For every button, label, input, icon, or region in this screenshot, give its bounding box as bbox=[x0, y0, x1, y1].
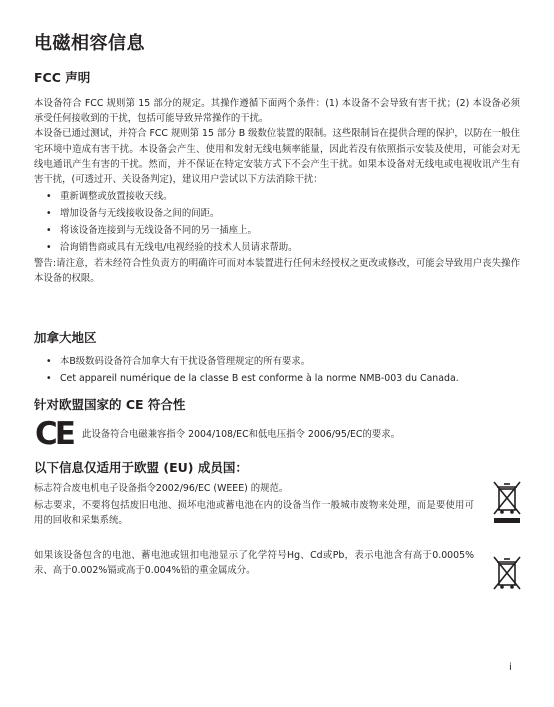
page-title: 电磁相容信息 bbox=[34, 33, 145, 54]
eu-paragraph-2: 标志要求，不要将包括废旧电池、损坏电池或蓄电池在内的设备当作一般城市废物来处理，而是要使用可用的回收和采集系统。 bbox=[34, 500, 474, 527]
list-item: • 本B级数码设备符合加拿大有干扰设备管理规定的所有要求。 bbox=[46, 356, 311, 367]
fcc-warning: 警告:请注意，若未经符合性负责方的明确许可而对本装置进行任何未经授权之更改或修改，可能会导致用户丧失操作本设备的权限。 bbox=[34, 258, 520, 285]
list-item: • 将该设备连接到与无线设备不同的另一插座上。 bbox=[46, 225, 257, 237]
ce-mark-icon bbox=[34, 418, 74, 448]
canada-heading: 加拿大地区 bbox=[34, 330, 97, 345]
fcc-section bbox=[34, 70, 520, 287]
fcc-paragraph-2: 本设备已通过测试，并符合 FCC 规则第 15 部分 B 级数位装置的限制。这些限制旨在提供合理的保护，以防在一般住宅环境中造成有害干扰。本设备会产生、使用和发射无线电频率能量，因此若没有依照指示安装及使用，可能会对无线电通讯产生有害的干扰。然而，并不保证在特定安装方式下不会产生干扰。如果本设备对无线电或电视收讯产生有害干扰，(可透过开、关设备判定)，建议用户尝试以下方法消除干扰： bbox=[34, 128, 520, 186]
ce-statement: 此设备符合电磁兼容指令 2004/108/EC和低电压指令 2006/95/EC的要求。 bbox=[82, 429, 400, 440]
eu-battery-paragraph: 如果该设备包含的电池、蓄电池或钮扣电池显示了化学符号Hg、Cd或Pb，表示电池含有高于0.0005%汞、高于0.002%镉或高于0.004%铅的重金属成分。 bbox=[34, 549, 474, 576]
eu-section bbox=[34, 460, 520, 578]
eu-paragraph-1: 标志符合废电机电子设备指令2002/96/EC (WEEE) 的规范。 bbox=[34, 483, 289, 494]
list-item: • 洽询销售商或具有无线电/电视经验的技术人员请求帮助。 bbox=[46, 242, 298, 254]
fcc-bullet-list bbox=[34, 188, 520, 256]
page-number: i bbox=[509, 662, 512, 673]
svg-text:CE: CE bbox=[35, 418, 73, 448]
canada-section bbox=[34, 330, 520, 387]
fcc-heading: FCC 声明 bbox=[34, 70, 91, 85]
ce-heading: 针对欧盟国家的 CE 符合性 bbox=[34, 397, 186, 412]
canada-bullet-list bbox=[34, 353, 520, 387]
list-item: • Cet appareil numérique de la classe B est conforme à la norme NMB-003 du Canada. bbox=[46, 373, 459, 384]
ce-section bbox=[34, 397, 520, 448]
fcc-paragraph-1: 本设备符合 FCC 规则第 15 部分的规定。其操作遵循下面两个条件：(1) 本设备不会导致有害干扰；(2) 本设备必须承受任何接收到的干扰，包括可能导致异常操作的干扰。 bbox=[34, 98, 520, 125]
list-item: • 增加设备与无线接收设备之间的间距。 bbox=[46, 208, 220, 220]
eu-heading: 以下信息仅适用于欧盟 (EU) 成员国： bbox=[34, 460, 248, 475]
list-item: • 重新调整或放置接收天线。 bbox=[46, 191, 173, 203]
ce-statement-row bbox=[34, 418, 520, 448]
crossed-bin-icon bbox=[492, 555, 522, 591]
crossed-bin-icon bbox=[492, 480, 522, 526]
